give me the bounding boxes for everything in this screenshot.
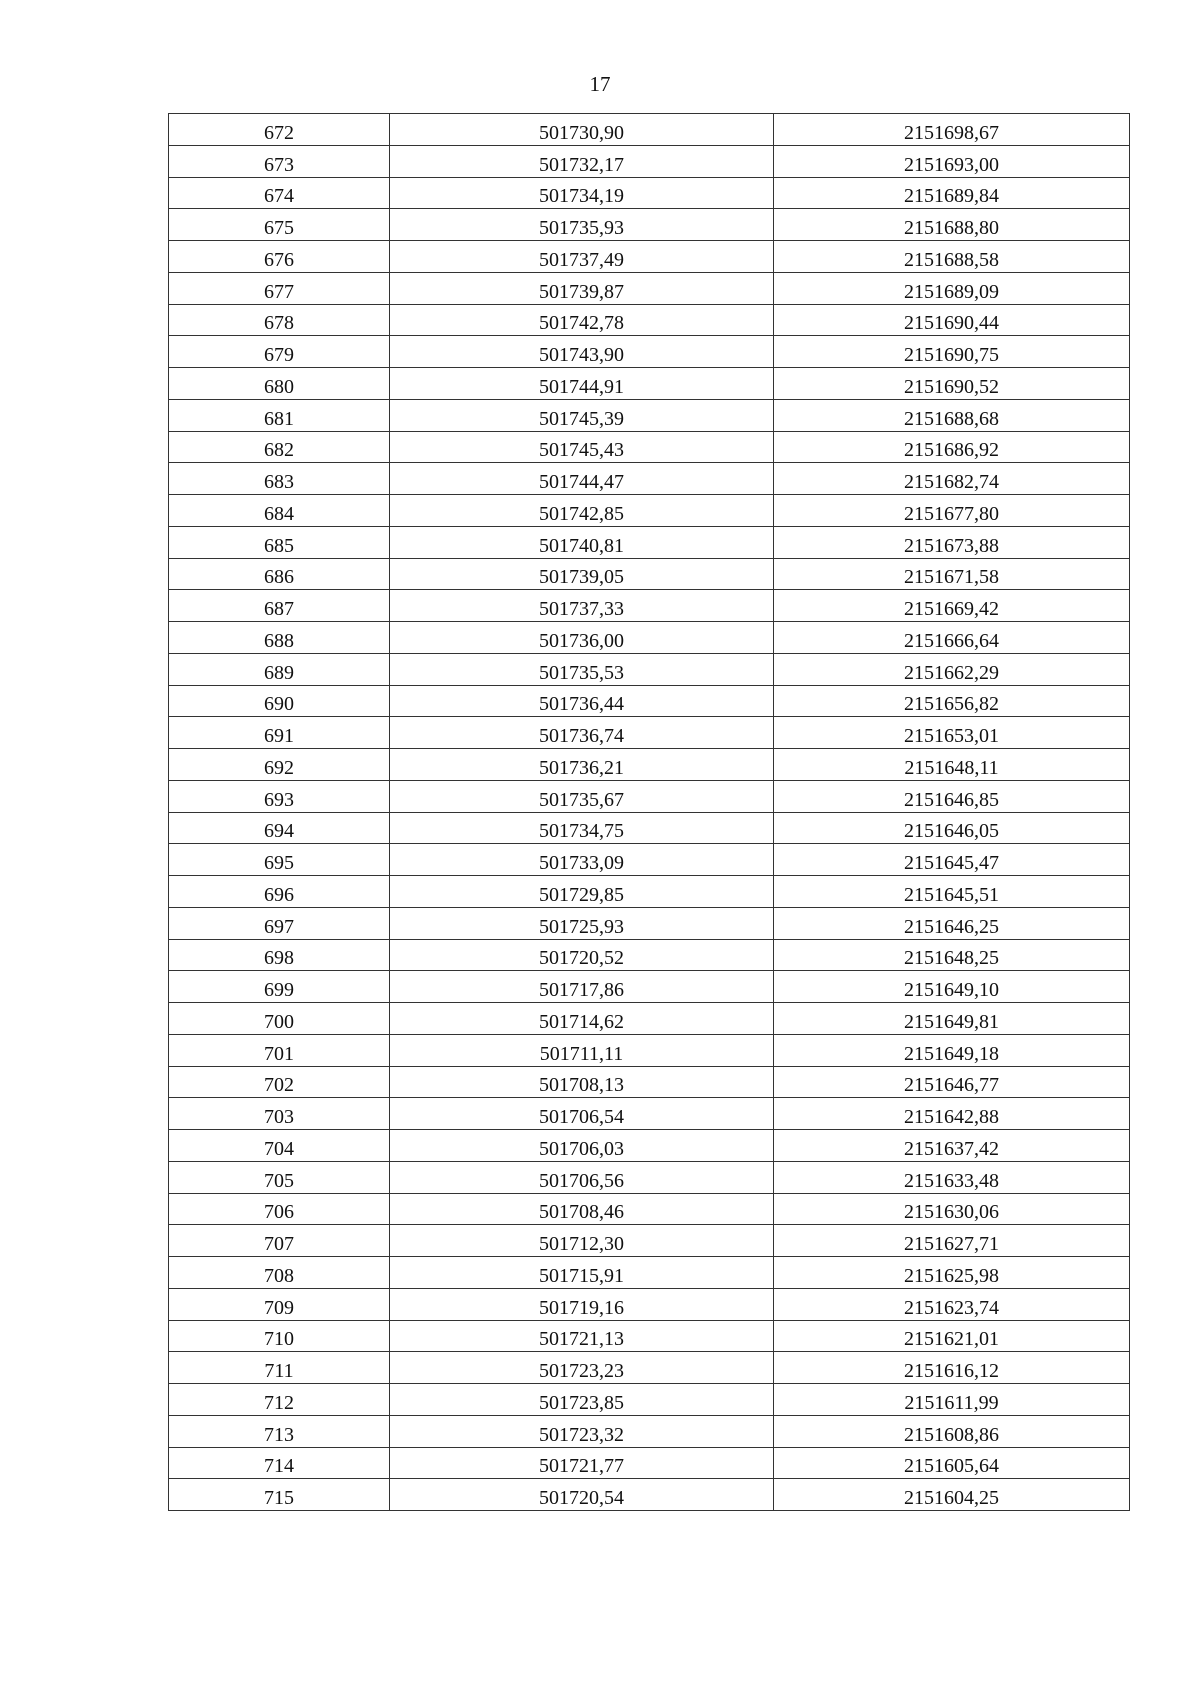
x-coordinate-cell: 501723,32 [390, 1415, 774, 1447]
y-coordinate-cell: 2151688,68 [774, 399, 1130, 431]
y-coordinate-cell: 2151648,11 [774, 749, 1130, 781]
y-coordinate-cell: 2151627,71 [774, 1225, 1130, 1257]
y-coordinate-cell: 2151689,09 [774, 272, 1130, 304]
y-coordinate-cell: 2151698,67 [774, 114, 1130, 146]
x-coordinate-cell: 501715,91 [390, 1257, 774, 1289]
x-coordinate-cell: 501708,46 [390, 1193, 774, 1225]
table-row [169, 526, 1130, 558]
x-coordinate-cell: 501742,85 [390, 495, 774, 527]
point-number-cell: 682 [169, 431, 390, 463]
point-number-cell: 674 [169, 177, 390, 209]
y-coordinate-cell: 2151690,44 [774, 304, 1130, 336]
x-coordinate-cell: 501739,87 [390, 272, 774, 304]
y-coordinate-cell: 2151646,05 [774, 812, 1130, 844]
point-number-cell: 678 [169, 304, 390, 336]
table-row [169, 1447, 1130, 1479]
table-row [169, 1352, 1130, 1384]
point-number-cell: 693 [169, 780, 390, 812]
x-coordinate-cell: 501723,85 [390, 1384, 774, 1416]
point-number-cell: 701 [169, 1034, 390, 1066]
table-row [169, 876, 1130, 908]
point-number-cell: 689 [169, 653, 390, 685]
point-number-cell: 683 [169, 463, 390, 495]
x-coordinate-cell: 501711,11 [390, 1034, 774, 1066]
point-number-cell: 714 [169, 1447, 390, 1479]
x-coordinate-cell: 501706,03 [390, 1130, 774, 1162]
y-coordinate-cell: 2151686,92 [774, 431, 1130, 463]
x-coordinate-cell: 501736,00 [390, 622, 774, 654]
x-coordinate-cell: 501739,05 [390, 558, 774, 590]
table-row [169, 114, 1130, 146]
x-coordinate-cell: 501736,74 [390, 717, 774, 749]
table-row [169, 431, 1130, 463]
point-number-cell: 679 [169, 336, 390, 368]
coordinates-table [168, 113, 1130, 1511]
table-row [169, 1320, 1130, 1352]
point-number-cell: 677 [169, 272, 390, 304]
table-row [169, 241, 1130, 273]
table-row [169, 685, 1130, 717]
point-number-cell: 672 [169, 114, 390, 146]
point-number-cell: 680 [169, 368, 390, 400]
table-row [169, 1193, 1130, 1225]
y-coordinate-cell: 2151621,01 [774, 1320, 1130, 1352]
table-row [169, 812, 1130, 844]
table-row [169, 209, 1130, 241]
x-coordinate-cell: 501744,91 [390, 368, 774, 400]
table-row [169, 1130, 1130, 1162]
x-coordinate-cell: 501721,13 [390, 1320, 774, 1352]
y-coordinate-cell: 2151690,52 [774, 368, 1130, 400]
y-coordinate-cell: 2151688,58 [774, 241, 1130, 273]
table-row [169, 653, 1130, 685]
x-coordinate-cell: 501737,49 [390, 241, 774, 273]
y-coordinate-cell: 2151649,18 [774, 1034, 1130, 1066]
point-number-cell: 684 [169, 495, 390, 527]
y-coordinate-cell: 2151623,74 [774, 1288, 1130, 1320]
y-coordinate-cell: 2151645,47 [774, 844, 1130, 876]
y-coordinate-cell: 2151637,42 [774, 1130, 1130, 1162]
x-coordinate-cell: 501740,81 [390, 526, 774, 558]
point-number-cell: 715 [169, 1479, 390, 1511]
table-row [169, 717, 1130, 749]
x-coordinate-cell: 501706,56 [390, 1161, 774, 1193]
point-number-cell: 692 [169, 749, 390, 781]
y-coordinate-cell: 2151648,25 [774, 939, 1130, 971]
x-coordinate-cell: 501719,16 [390, 1288, 774, 1320]
x-coordinate-cell: 501735,67 [390, 780, 774, 812]
point-number-cell: 691 [169, 717, 390, 749]
table-row [169, 145, 1130, 177]
point-number-cell: 686 [169, 558, 390, 590]
point-number-cell: 676 [169, 241, 390, 273]
x-coordinate-cell: 501714,62 [390, 1003, 774, 1035]
table-row [169, 1415, 1130, 1447]
point-number-cell: 709 [169, 1288, 390, 1320]
point-number-cell: 713 [169, 1415, 390, 1447]
table-row [169, 844, 1130, 876]
x-coordinate-cell: 501734,19 [390, 177, 774, 209]
point-number-cell: 698 [169, 939, 390, 971]
point-number-cell: 703 [169, 1098, 390, 1130]
point-number-cell: 706 [169, 1193, 390, 1225]
x-coordinate-cell: 501723,23 [390, 1352, 774, 1384]
table-row [169, 1003, 1130, 1035]
table-row [169, 749, 1130, 781]
x-coordinate-cell: 501720,52 [390, 939, 774, 971]
table-row [169, 939, 1130, 971]
point-number-cell: 712 [169, 1384, 390, 1416]
table-row [169, 1161, 1130, 1193]
x-coordinate-cell: 501733,09 [390, 844, 774, 876]
x-coordinate-cell: 501708,13 [390, 1066, 774, 1098]
point-number-cell: 707 [169, 1225, 390, 1257]
point-number-cell: 704 [169, 1130, 390, 1162]
y-coordinate-cell: 2151682,74 [774, 463, 1130, 495]
table-row [169, 558, 1130, 590]
y-coordinate-cell: 2151666,64 [774, 622, 1130, 654]
table-row [169, 907, 1130, 939]
point-number-cell: 681 [169, 399, 390, 431]
x-coordinate-cell: 501712,30 [390, 1225, 774, 1257]
point-number-cell: 685 [169, 526, 390, 558]
x-coordinate-cell: 501720,54 [390, 1479, 774, 1511]
table-row [169, 336, 1130, 368]
point-number-cell: 711 [169, 1352, 390, 1384]
table-row [169, 495, 1130, 527]
point-number-cell: 673 [169, 145, 390, 177]
y-coordinate-cell: 2151656,82 [774, 685, 1130, 717]
table-row [169, 780, 1130, 812]
x-coordinate-cell: 501736,21 [390, 749, 774, 781]
x-coordinate-cell: 501732,17 [390, 145, 774, 177]
table-row [169, 304, 1130, 336]
point-number-cell: 696 [169, 876, 390, 908]
y-coordinate-cell: 2151653,01 [774, 717, 1130, 749]
point-number-cell: 700 [169, 1003, 390, 1035]
point-number-cell: 695 [169, 844, 390, 876]
y-coordinate-cell: 2151608,86 [774, 1415, 1130, 1447]
y-coordinate-cell: 2151616,12 [774, 1352, 1130, 1384]
y-coordinate-cell: 2151693,00 [774, 145, 1130, 177]
point-number-cell: 687 [169, 590, 390, 622]
y-coordinate-cell: 2151649,81 [774, 1003, 1130, 1035]
x-coordinate-cell: 501745,39 [390, 399, 774, 431]
point-number-cell: 710 [169, 1320, 390, 1352]
point-number-cell: 699 [169, 971, 390, 1003]
y-coordinate-cell: 2151611,99 [774, 1384, 1130, 1416]
coordinates-table-body [169, 114, 1130, 1511]
table-row [169, 1034, 1130, 1066]
point-number-cell: 702 [169, 1066, 390, 1098]
point-number-cell: 675 [169, 209, 390, 241]
y-coordinate-cell: 2151605,64 [774, 1447, 1130, 1479]
x-coordinate-cell: 501737,33 [390, 590, 774, 622]
x-coordinate-cell: 501721,77 [390, 1447, 774, 1479]
table-row [169, 177, 1130, 209]
table-row [169, 1479, 1130, 1511]
x-coordinate-cell: 501744,47 [390, 463, 774, 495]
table-row [169, 1066, 1130, 1098]
table-row [169, 272, 1130, 304]
x-coordinate-cell: 501735,53 [390, 653, 774, 685]
point-number-cell: 708 [169, 1257, 390, 1289]
point-number-cell: 705 [169, 1161, 390, 1193]
table-row [169, 1288, 1130, 1320]
y-coordinate-cell: 2151690,75 [774, 336, 1130, 368]
y-coordinate-cell: 2151642,88 [774, 1098, 1130, 1130]
point-number-cell: 694 [169, 812, 390, 844]
x-coordinate-cell: 501745,43 [390, 431, 774, 463]
x-coordinate-cell: 501725,93 [390, 907, 774, 939]
table-row [169, 1257, 1130, 1289]
y-coordinate-cell: 2151604,25 [774, 1479, 1130, 1511]
y-coordinate-cell: 2151671,58 [774, 558, 1130, 590]
y-coordinate-cell: 2151662,29 [774, 653, 1130, 685]
x-coordinate-cell: 501742,78 [390, 304, 774, 336]
x-coordinate-cell: 501729,85 [390, 876, 774, 908]
y-coordinate-cell: 2151625,98 [774, 1257, 1130, 1289]
y-coordinate-cell: 2151669,42 [774, 590, 1130, 622]
x-coordinate-cell: 501706,54 [390, 1098, 774, 1130]
y-coordinate-cell: 2151673,88 [774, 526, 1130, 558]
y-coordinate-cell: 2151645,51 [774, 876, 1130, 908]
y-coordinate-cell: 2151688,80 [774, 209, 1130, 241]
table-row [169, 971, 1130, 1003]
x-coordinate-cell: 501734,75 [390, 812, 774, 844]
y-coordinate-cell: 2151646,25 [774, 907, 1130, 939]
x-coordinate-cell: 501735,93 [390, 209, 774, 241]
table-row [169, 1225, 1130, 1257]
y-coordinate-cell: 2151630,06 [774, 1193, 1130, 1225]
y-coordinate-cell: 2151677,80 [774, 495, 1130, 527]
x-coordinate-cell: 501730,90 [390, 114, 774, 146]
x-coordinate-cell: 501743,90 [390, 336, 774, 368]
table-row [169, 590, 1130, 622]
table-row [169, 622, 1130, 654]
y-coordinate-cell: 2151689,84 [774, 177, 1130, 209]
x-coordinate-cell: 501717,86 [390, 971, 774, 1003]
y-coordinate-cell: 2151646,85 [774, 780, 1130, 812]
y-coordinate-cell: 2151633,48 [774, 1161, 1130, 1193]
table-row [169, 399, 1130, 431]
y-coordinate-cell: 2151649,10 [774, 971, 1130, 1003]
table-row [169, 1098, 1130, 1130]
point-number-cell: 690 [169, 685, 390, 717]
table-row [169, 463, 1130, 495]
x-coordinate-cell: 501736,44 [390, 685, 774, 717]
page-number: 17 [589, 72, 611, 96]
table-row [169, 368, 1130, 400]
point-number-cell: 688 [169, 622, 390, 654]
y-coordinate-cell: 2151646,77 [774, 1066, 1130, 1098]
point-number-cell: 697 [169, 907, 390, 939]
table-row [169, 1384, 1130, 1416]
